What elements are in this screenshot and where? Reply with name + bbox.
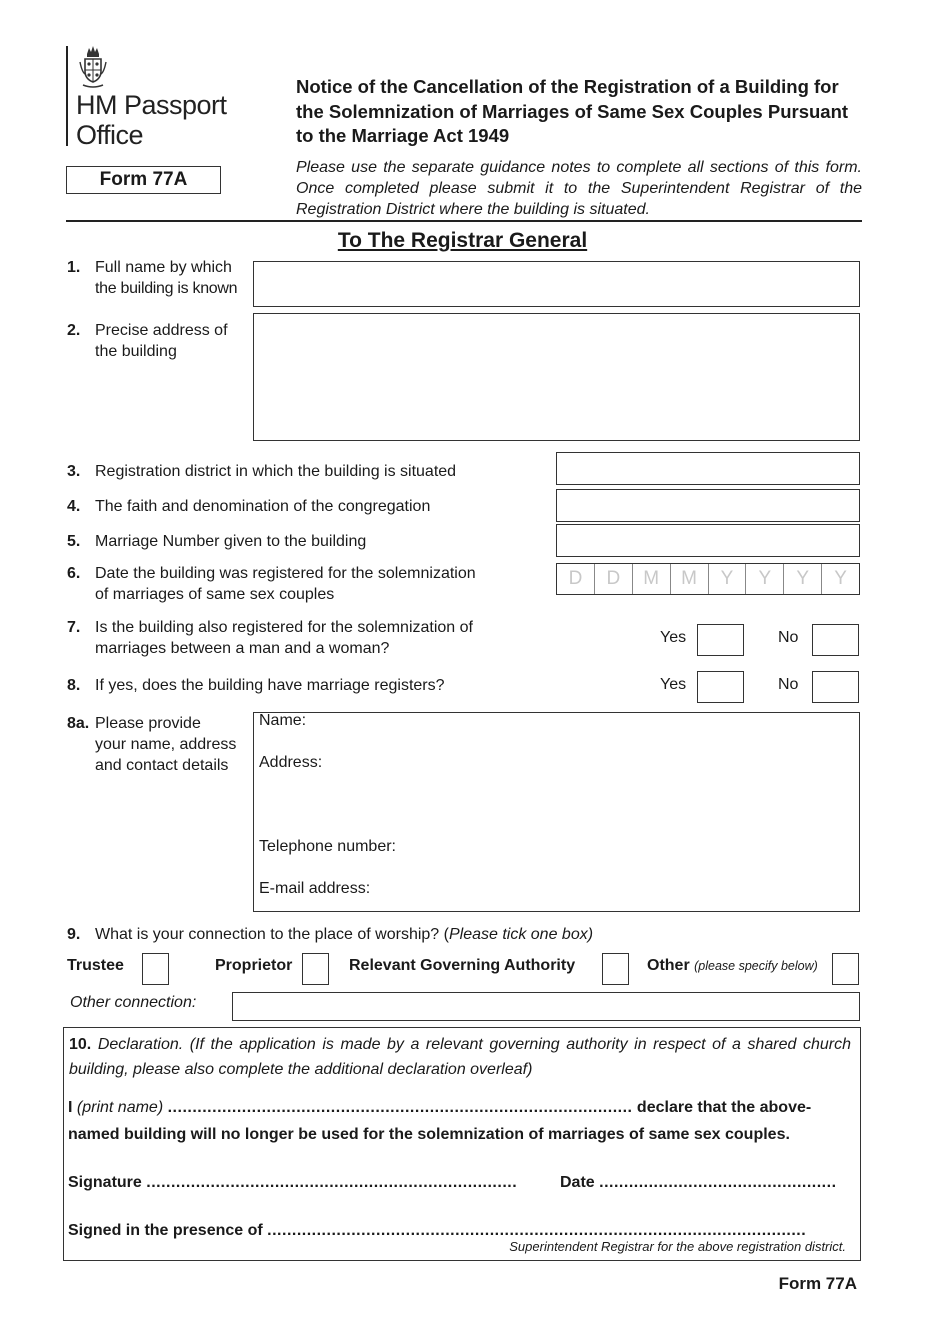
building-address-input[interactable] <box>253 313 860 441</box>
declaration-statement: named building will no longer be used for the solemnization of marriages of same sex couples. <box>68 1126 790 1143</box>
q9-number: 9. <box>67 926 81 943</box>
guidance-note: Please use the separate guidance notes to complete all sections of this form. Once completed please submit it to the Superintendent Registrar of the Registration District where the building is situated. <box>296 159 862 218</box>
contact-email-label: E-mail address: <box>259 880 371 897</box>
marriage-number-input[interactable] <box>556 524 860 557</box>
date-year-cell[interactable]: Y <box>784 564 822 594</box>
royal-crest-icon <box>78 44 108 90</box>
date-year-cell[interactable]: Y <box>746 564 784 594</box>
q7-number: 7. <box>67 619 81 636</box>
signature-line: Signature ........................................................................... <box>68 1174 518 1191</box>
q8-yes-label: Yes <box>660 676 687 693</box>
declaration-intro: 10. Declaration. (If the application is made by a relevant governing authority in respect of a shared church building, please also complete the additional declaration overleaf) <box>69 1036 851 1078</box>
faith-denomination-input[interactable] <box>556 489 860 522</box>
registration-date-input[interactable] <box>556 563 860 595</box>
q1-label: Full name by which the building is known <box>95 259 238 297</box>
header-rule <box>66 220 862 222</box>
trustee-label: Trustee <box>67 957 124 974</box>
q9-label: What is your connection to the place of worship? (Please tick one box) <box>95 926 594 943</box>
trustee-checkbox[interactable] <box>142 953 169 985</box>
q8-yes-checkbox[interactable] <box>697 671 744 703</box>
brand-name: HM Passport Office <box>76 90 227 150</box>
q3-number: 3. <box>67 463 81 480</box>
q7-no-label: No <box>778 629 799 646</box>
q4-number: 4. <box>67 498 81 515</box>
q7-yes-checkbox[interactable] <box>697 624 744 656</box>
witness-note: Superintendent Registrar for the above registration district. <box>509 1239 846 1254</box>
witness-line: Signed in the presence of ............................................................................................................. <box>68 1222 807 1239</box>
date-month-cell[interactable]: M <box>671 564 709 594</box>
q8-number: 8. <box>67 677 81 694</box>
q8a-label: Please provide your name, address and contact details <box>95 715 237 774</box>
print-name-field[interactable]: .............................................................................................. <box>167 1099 633 1116</box>
q8-no-label: No <box>778 676 799 693</box>
q2-label: Precise address of the building <box>95 322 228 360</box>
governing-authority-checkbox[interactable] <box>602 953 629 985</box>
q7-no-checkbox[interactable] <box>812 624 859 656</box>
other-label: Other (please specify below) <box>647 957 818 974</box>
q8-no-checkbox[interactable] <box>812 671 859 703</box>
q8-label: If yes, does the building have marriage registers? <box>95 677 445 694</box>
q5-label: Marriage Number given to the building <box>95 533 367 550</box>
q6-number: 6. <box>67 565 81 582</box>
addressee-heading: To The Registrar General <box>337 229 588 252</box>
other-connection-label: Other connection: <box>70 994 197 1011</box>
contact-phone-label: Telephone number: <box>259 838 396 855</box>
proprietor-label: Proprietor <box>215 957 293 974</box>
footer-form-number: Form 77A <box>778 1274 857 1293</box>
q2-number: 2. <box>67 322 81 339</box>
form-title: Notice of the Cancellation of the Registration of a Building for the Solemnization of Marriages of Same Sex Couples Pursuant to the Marriage Act 1949 <box>296 76 849 146</box>
q8a-number: 8a. <box>67 715 90 732</box>
governing-authority-label: Relevant Governing Authority <box>349 957 576 974</box>
date-year-cell[interactable]: Y <box>834 568 847 589</box>
witness-field[interactable]: ............................................................................................................. <box>267 1222 807 1239</box>
declaration-name-line: I (print name) .............................................................................................. declare that the above- <box>68 1099 812 1116</box>
logo-divider <box>66 46 68 146</box>
date-year-cell[interactable]: Y <box>709 564 747 594</box>
q7-label: Is the building also registered for the solemnization of marriages between a man and a woman? <box>95 619 473 657</box>
contact-name-label: Name: <box>259 712 307 729</box>
form-number-box: Form 77A <box>66 166 221 194</box>
date-month-cell[interactable]: M <box>633 564 671 594</box>
date-day-cell[interactable]: D <box>557 564 595 594</box>
q6-label: Date the building was registered for the solemnization of marriages of same sex couples <box>95 565 476 603</box>
date-line: Date ................................................ <box>560 1174 837 1191</box>
building-name-input[interactable] <box>253 261 860 307</box>
registration-district-input[interactable] <box>556 452 860 485</box>
q7-yes-label: Yes <box>660 629 687 646</box>
q1-number: 1. <box>67 259 81 276</box>
other-connection-input[interactable] <box>232 992 860 1021</box>
signature-field[interactable]: ........................................................................... <box>146 1174 518 1191</box>
other-checkbox[interactable] <box>832 953 859 985</box>
contact-address-label: Address: <box>259 754 323 771</box>
q4-label: The faith and denomination of the congregation <box>95 498 431 515</box>
q5-number: 5. <box>67 533 81 550</box>
declaration-date-field[interactable]: ................................................ <box>599 1174 837 1191</box>
proprietor-checkbox[interactable] <box>302 953 329 985</box>
date-day-cell[interactable]: D <box>595 564 633 594</box>
q3-label: Registration district in which the building is situated <box>95 463 457 480</box>
